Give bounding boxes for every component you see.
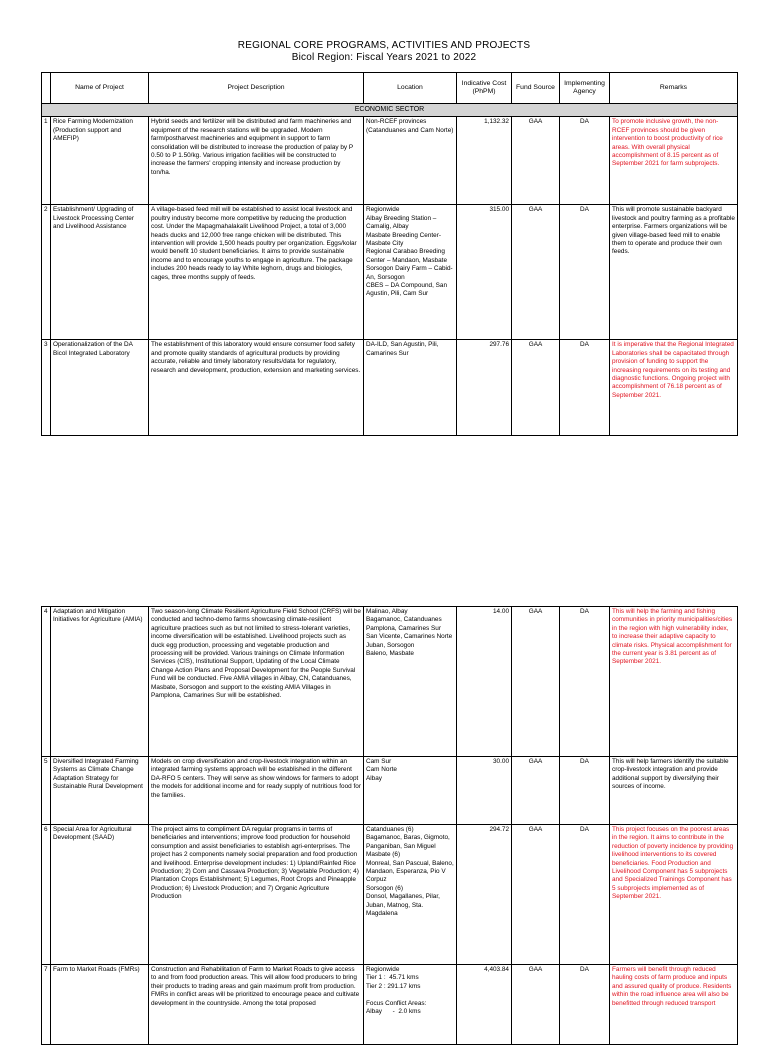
row-name: Farm to Market Roads (FMRs) [51, 965, 149, 1045]
row-remarks: This project focuses on the poorest areas in the region. It aims to contribute in the reduction of poverty incidence by providing livelihood interventions to its covered beneficiaries. Food Production and Livelihood Component has 5 subprojects and Specialized Trainings Component has 5 subprojects implemented as of September 2021. [610, 825, 738, 965]
row-agency: DA [560, 205, 610, 340]
row-agency: DA [560, 825, 610, 965]
row-cost: 30.00 [457, 757, 512, 825]
row-description: The establishment of this laboratory would ensure consumer food safety and promote quality standards of agricultural products by providing accurate, reliable and timely laboratory results/data for regulatory, research and development, production, extension and marketing services. [149, 340, 364, 436]
sector-label: ECONOMIC SECTOR [42, 104, 738, 117]
row-description: A village-based feed mill will be established to assist local livestock and poultry industry become more competitive by reducing the production cost. Under the Mapagmahalakalit Livelihood Project, a total of 3,000 heads ducks and 12,000 free range chicken will be distributed. This intervention will provide 1,500 heads poultry per organization. Eggs/kolar would benefit 10 student beneficiaries. It aims to provide sustainable income and to encourage youths to engage in agriculture. The package includes 200 heads ready to lay White leghorn, drugs and biologics, cages, three months supply of feeds. [149, 205, 364, 340]
row-location: Regionwide Albay Breeding Station – Camalig, Albay Masbate Breeding Center-Masbate City Regional Carabao Breeding Center – Mandaon, Masbate Sorsogon Dairy Farm – Cabid-An, Sorsogon CBES – DA Compound, San Agustin, Pili, Cam Sur [364, 205, 457, 340]
row-cost: 315.00 [457, 205, 512, 340]
row-cost: 14.00 [457, 607, 512, 757]
page-title: REGIONAL CORE PROGRAMS, ACTIVITIES AND PROJECTS [237, 40, 531, 51]
table-row [42, 965, 738, 1045]
row-cost: 1,132.32 [457, 117, 512, 205]
row-fund: GAA [512, 340, 560, 436]
row-no: 1 [42, 117, 51, 205]
row-remarks: This will help farmers identify the suitable crop-livestock integration and provide additional support by diversifying their sources of income. [610, 757, 738, 825]
row-agency: DA [560, 607, 610, 757]
row-agency: DA [560, 340, 610, 436]
row-agency: DA [560, 757, 610, 825]
row-location: Regionwide Tier 1 : 45.71 kms Tier 2 : 291.17 kms Focus Conflict Areas: Albay - 2.0 kms [364, 965, 457, 1045]
table-row [42, 205, 738, 340]
row-no: 7 [42, 965, 51, 1045]
table-row [42, 607, 738, 757]
row-fund: GAA [512, 965, 560, 1045]
col-header-name: Name of Project [51, 73, 149, 104]
page-subtitle: Bicol Region: Fiscal Years 2021 to 2022 [291, 52, 477, 63]
row-fund: GAA [512, 757, 560, 825]
row-description: The project aims to compliment DA regular programs in terms of beneficiaries and interventions; improve food production for household consumption and assist beneficiaries to establish agri-enterprises. The project has 2 components namely social preparation and food production and livelihood. Enterprise development includes: 1) Upland/Rainfed Rice Production; 2) Corn and Cassava Production; 3) Vegetable Production; 4) Plantation Crops Establishment; 5) Legumes, Root Crops and Pineapple Production; 6) Livestock Production; and 7) Organic Agriculture Production [149, 825, 364, 965]
table-row [42, 340, 738, 436]
row-no: 2 [42, 205, 51, 340]
row-location: Malinao, Albay Bagamanoc, Catanduanes Pamplona, Camarines Sur San Vicente, Camarines Norte Juban, Sorsogon Baleno, Masbate [364, 607, 457, 757]
col-header-fund: Fund Source [512, 73, 560, 104]
col-header-remarks: Remarks [610, 73, 738, 104]
row-remarks: This will help the farming and fishing communities in priority municipalities/cities in the region with high vulnerability index, to increase their adaptive capacity to climate risks. Physical accomplishment for the current year is 3.81 percent as of September 2021. [610, 607, 738, 757]
row-name: Special Area for Agricultural Development (SAAD) [51, 825, 149, 965]
sector-row [42, 104, 738, 117]
row-remarks: It is imperative that the Regional Integrated Laboratories shall be capacitated through provision of funding to support the increasing requirements on its testing and diagnostic functions. Ongoing project with accomplishment of 76.18 percent as of September 2021. [610, 340, 738, 436]
col-header-cost: Indicative Cost (PhPM) [457, 73, 512, 104]
col-header-agency: Implementing Agency [560, 73, 610, 104]
row-no: 4 [42, 607, 51, 757]
table-header-row [42, 73, 738, 104]
row-fund: GAA [512, 205, 560, 340]
row-fund: GAA [512, 607, 560, 757]
table-row [42, 825, 738, 965]
row-agency: DA [560, 965, 610, 1045]
row-remarks: Farmers will benefit through reduced hauling costs of farm produce and inputs and assured quality of produce. Residents within the road influence area will also be benefitted through reduced transport [610, 965, 738, 1045]
row-cost: 297.76 [457, 340, 512, 436]
table-row [42, 757, 738, 825]
row-description: Hybrid seeds and fertilizer will be distributed and farm machineries and equipment of the research stations will be upgraded. Modern farm/postharvest machineries and equipment in support to farm consolidation will be distributed to increase the production of palay by P 0.50 to P 1.50/kg. Various irrigation facilities will be constructed to increase the farmers' cropping intensity and increase production by ton/ha. [149, 117, 364, 205]
row-cost: 294.72 [457, 825, 512, 965]
row-name: Diversified Integrated Farming Systems as Climate Change Adaptation Strategy for Sustainable Rural Development [51, 757, 149, 825]
row-remarks: To promote inclusive growth, the non-RCEF provinces should be given intervention to boost productivity of rice areas. With overall physical accomplishment of 8.15 percent as of September 2021 for farm subprojects. [610, 117, 738, 205]
row-agency: DA [560, 117, 610, 205]
row-location: Catanduanes (6) Bagamanoc, Baras, Gigmoto, Panganiban, San Miguel Masbate (6) Monreal, San Pascual, Baleno, Mandaon, Esperanza, Pio V Corpuz Sorsogon (6) Donsol, Magallanes, Pilar, Juban, Matnog, Sta. Magdalena [364, 825, 457, 965]
row-cost: 4,403.84 [457, 965, 512, 1045]
row-no: 3 [42, 340, 51, 436]
projects-table-page-1 [41, 72, 738, 436]
row-fund: GAA [512, 825, 560, 965]
row-fund: GAA [512, 117, 560, 205]
projects-table-page-2 [41, 606, 738, 1045]
row-name: Operationalization of the DA Bicol Integrated Laboratory [51, 340, 149, 436]
row-name: Adaptation and Mitigation Initiatives for Agriculture (AMIA) [51, 607, 149, 757]
row-no: 6 [42, 825, 51, 965]
row-location: Non-RCEF provinces (Catanduanes and Cam Norte) [364, 117, 457, 205]
row-no: 5 [42, 757, 51, 825]
row-description: Construction and Rehabilitation of Farm to Market Roads to give access to and from food production areas. This will allow food producers to bring their products to trading areas and gain maximum profit from production. FMRs in conflict areas will be prioritized to encourage peace and cultivate development in the countryside. Among the total proposed [149, 965, 364, 1045]
row-name: Rice Farming Modernization (Production support and AMEFIP) [51, 117, 149, 205]
row-description: Two season-long Climate Resilient Agriculture Field School (CRFS) will be conducted and techno-demo farms showcasing climate-resilient agriculture practices such as but not limited to stress-tolerant varieties, income diversification will be established. Livelihood projects such as duck egg production, processing and vegetable production and processing will be provided. Various trainings on Climate Information Services (CIS), Institutional Support, Updating of the Local Climate Change Action Plans and Proposal Development for the People Survival Fund will be conducted. Five AMIA villages in Albay, CN, Catanduanes, Masbate, Sorsogon and support to the existing AMIA Villages in Pamplona, Camarines Sur will be established. [149, 607, 364, 757]
row-remarks: This will promote sustainable backyard livestock and poultry farming as a profitable enterprise. Farmers organizations will be given village-based feed mill to enable them to operate and produce their own feeds. [610, 205, 738, 340]
table-row [42, 117, 738, 205]
row-name: Establishment/ Upgrading of Livestock Processing Center and Livelihood Assistance [51, 205, 149, 340]
col-header-location: Location [364, 73, 457, 104]
row-location: Cam Sur Cam Norte Albay [364, 757, 457, 825]
row-location: DA-ILD, San Agustin, Pili, Camarines Sur [364, 340, 457, 436]
col-header-description: Project Description [149, 73, 364, 104]
col-header-no [42, 73, 51, 104]
row-description: Models on crop diversification and crop-livestock integration within an integrated farming systems approach will be established in the different DA-RFO 5 centers. They will serve as show windows for farmers to adopt the models for additional income and for ready supply of nutritious food for the families. [149, 757, 364, 825]
